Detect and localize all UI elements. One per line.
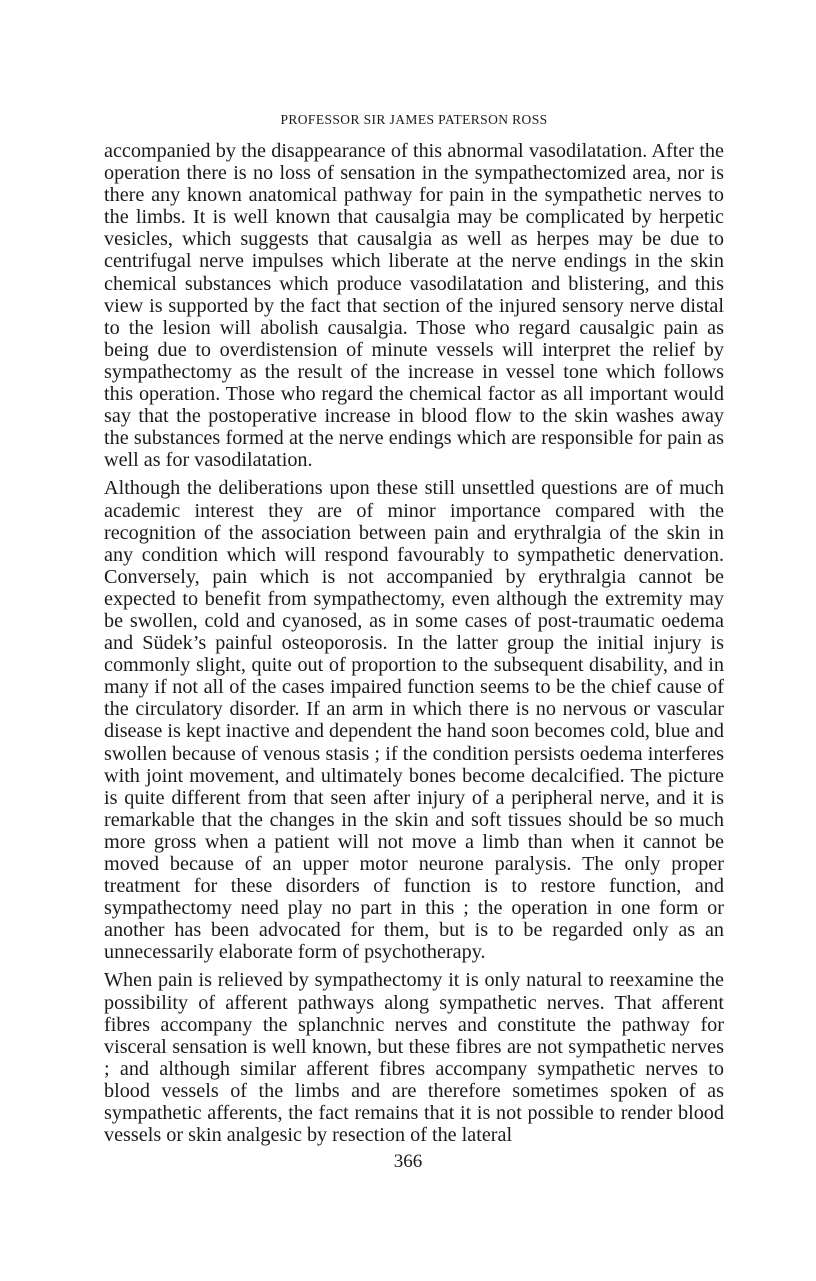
paragraph-2: Although the deliberations upon these still unsettled questions are of much academic interest they are of minor importance compared with the recognition of the association between pain and erythralgia of the skin in any condition which will respond favourably to sympathetic denervation. Conversely, pain which is not accompanied by erythralgia cannot be expected to benefit from sympathectomy, even although the extremity may be swollen, cold and cyanosed, as in some cases of post-traumatic oedema and Südek’s painful osteoporosis. In the latter group the initial injury is commonly slight, quite out of proportion to the subsequent disability, and in many if not all of the cases impaired function seems to be the chief cause of the circulatory disorder. If an arm in which there is no nervous or vascular disease is kept inactive and dependent the hand soon becomes cold, blue and swollen because of venous stasis ; if the condition persists oedema interferes with joint movement, and ultimately bones become decalcified. The picture is quite different from that seen after injury of a peripheral nerve, and it is remarkable that the changes in the skin and soft tissues should be so much more gross when a patient will not move a limb than when it cannot be moved because of an upper motor neurone paralysis. The only proper treatment for these disorders of function is to restore function, and sympathectomy need play no part in this ; the operation in one form or another has been advocated for them, but is to be regarded only as an unnecessarily elaborate form of psychotherapy. — [104, 477, 724, 964]
paragraph-1: accompanied by the disappearance of this abnormal vasodilatation. After the operation there is no loss of sensation in the sympathectomized area, nor is there any known anatomical pathway for pain in the sympathetic nerves to the limbs. It is well known that causalgia may be complicated by herpetic vesicles, which suggests that causalgia as well as herpes may be due to centrifugal nerve impulses which liberate at the nerve endings in the skin chemical substances which produce vasodilatation and blistering, and this view is supported by the fact that section of the injured sensory nerve distal to the lesion will abolish causalgia. Those who regard causalgic pain as being due to overdistension of minute vessels will interpret the relief by sympathectomy as the result of the increase in vessel tone which follows this operation. Those who regard the chemical factor as all important would say that the postoperative increase in blood flow to the skin washes away the substances formed at the nerve endings which are responsible for pain as well as for vasodilatation. — [104, 140, 724, 472]
page-number: 366 — [393, 1151, 423, 1172]
paragraph-3: When pain is relieved by sympathectomy it is only natural to reexamine the possibility of afferent pathways along sympathetic nerves. That afferent fibres accompany the splanchnic nerves and constitute the pathway for visceral sensation is well known, but these fibres are not sympathetic nerves ; and although similar afferent fibres accompany sympathetic nerves to blood vessels of the limbs and are therefore sometimes spoken of as sympathetic afferents, the fact remains that it is not possible to render blood vessels or skin analgesic by resection of the lateral — [104, 969, 724, 1147]
body-text — [104, 140, 724, 1152]
running-head: PROFESSOR SIR JAMES PATERSON ROSS — [280, 112, 548, 127]
